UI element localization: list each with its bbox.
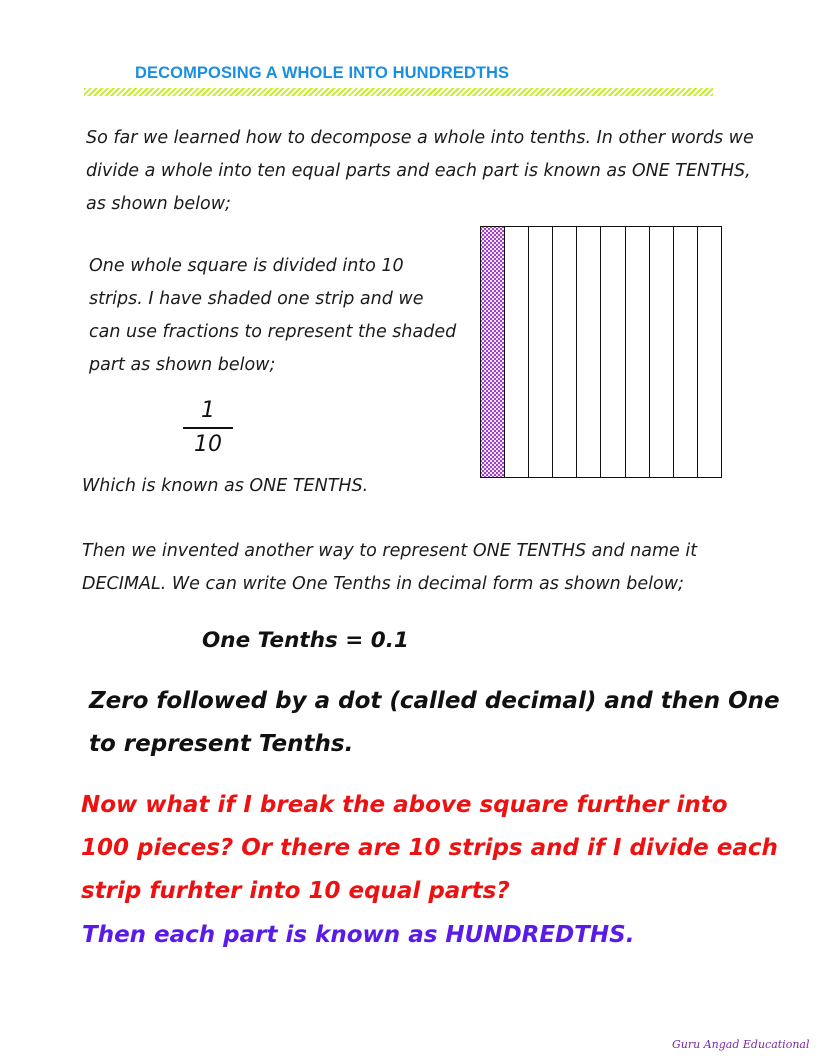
- unshaded-strip: [577, 227, 601, 477]
- unshaded-strip: [601, 227, 625, 477]
- unshaded-strip: [505, 227, 529, 477]
- title-underline: [84, 88, 713, 96]
- unshaded-strip: [698, 227, 721, 477]
- unshaded-strip: [626, 227, 650, 477]
- tenths-square-diagram: [480, 226, 722, 478]
- fraction-denominator: 10: [194, 432, 222, 457]
- unshaded-strip: [674, 227, 698, 477]
- known-as-text: Which is known as ONE TENTHS.: [82, 476, 369, 496]
- decimal-intro-paragraph: Then we invented another way to represent ONE TENTHS and name it DECIMAL. We can write One Tenths in decimal form as shown below;: [82, 541, 698, 594]
- unshaded-strip: [650, 227, 674, 477]
- shaded-strip: [481, 227, 505, 477]
- fraction-numerator: 1: [201, 398, 215, 423]
- decimal-equation: One Tenths = 0.1: [202, 628, 409, 653]
- square-description: One whole square is divided into 10 strips. I have shaded one strip and we can use fractions to represent the shaded part as shown below;: [89, 256, 457, 375]
- intro-paragraph: So far we learned how to decompose a whole into tenths. In other words we divide a whole into ten equal parts and each part is known as ONE TENTHS, as shown below;: [86, 128, 754, 214]
- fraction-bar: [183, 427, 233, 429]
- unshaded-strip: [529, 227, 553, 477]
- page-title: DECOMPOSING A WHOLE INTO HUNDREDTHS: [135, 64, 510, 82]
- unshaded-strip: [553, 227, 577, 477]
- fraction-one-tenth: [183, 396, 233, 460]
- hundredths-conclusion: Then each part is known as HUNDREDTHS.: [82, 922, 635, 948]
- footer-credit: Guru Angad Educational: [672, 1038, 810, 1051]
- hundredths-question: Now what if I break the above square further into 100 pieces? Or there are 10 strips and if I divide each strip furhter into 10 equal parts?: [81, 792, 778, 904]
- decimal-explanation: Zero followed by a dot (called decimal) and then One to represent Tenths.: [89, 688, 780, 757]
